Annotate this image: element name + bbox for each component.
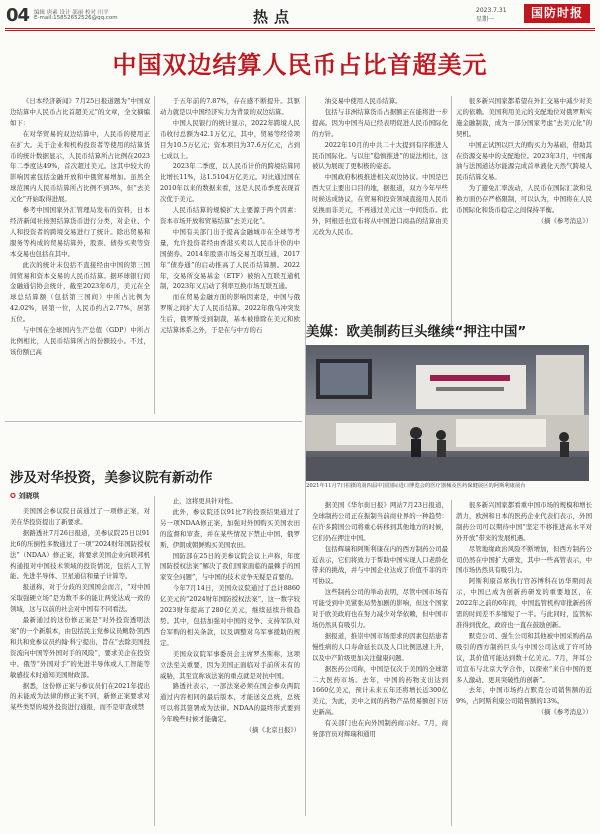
section-divider — [5, 421, 302, 422]
paragraph: 中国人民银行的统计显示，2022年跨境人民币收付总额为42.1万亿元，其中，贸易等经常项目为10.5万亿元；资本项目为37.6万亿元，占到七成以上。 — [160, 118, 300, 160]
newspaper-logo: 国防时报 — [524, 4, 590, 23]
article2-column-2 — [456, 500, 592, 826]
column-divider — [451, 500, 452, 826]
paragraph: 此外，参议院还以91比7的投票结果通过了另一项NDAA修正案，加强对外国购买美国农田的监督和审查，并在某些情况下禁止中国、俄罗斯、伊朗或朝鲜购买美国农田。 — [160, 507, 300, 549]
paragraph: 中国政府积极推进相关双边协议。中国是巴西大豆主要出口目的地，据报道，双方今年早些时候达成协议，在贸易和投资领域直接用人民币兑换而非美元，不再通过美元这一中间货币。此外，阿根廷也宣布将从中国进口商品的结算由美元改为人民币。 — [312, 173, 448, 236]
email-line: E-mail:15852652526@qq.com — [34, 15, 118, 21]
article3-title: 涉及对华投资，美参议院有新动作 — [10, 470, 213, 486]
article3-column-2 — [160, 496, 300, 826]
article1-column-3 — [312, 96, 448, 334]
issue-date — [476, 6, 507, 24]
paragraph: 有关部门也在向外国制药商示好。7月，商务部官员对辉瑞和通用 — [312, 719, 448, 739]
source-note: （摘《参考消息》） — [537, 216, 592, 225]
article1-column-1 — [10, 96, 150, 414]
article2-column-1 — [312, 500, 448, 826]
author-name: 刘晓琪 — [18, 492, 40, 500]
header-rule — [5, 28, 595, 29]
column-divider — [154, 496, 155, 826]
paragraph: 2023年二季度，以人民币计价的跨境结算同比增长11%，达1.5104万亿美元。对比通过国在2010年以来的数据来看，这是人民币季度表现首次优于美元。 — [160, 162, 300, 204]
date-text: 2023.7.31 — [476, 7, 507, 14]
expo-booth-photo-svg — [306, 345, 589, 481]
photo-story-title-text: 美媒：欧美制药巨头继续“押注中国” — [306, 324, 527, 340]
paragraph: 据医药公司称，中国是仅次于美国的全球第二大医药市场。去年，中国的药物支出达到1660亿美元，预计未来五年还将增长近300亿美元，为此，美中之间的药物产品贸易额创下历史新高。 — [312, 664, 448, 717]
paragraph: 美国国会参议院日前通过了一项修正案，对美在华投资提出了新要求。 — [10, 507, 150, 526]
paragraph: 中国正试图以巨大的购买力为基础，借助其在资源交易中的支配地位。2023年3月，中国海油与法国道达尔能源完成首单液化天然气跨境人民币结算交易。 — [456, 140, 592, 182]
paragraph: 与中国在全球国内生产总值（GDP）中所占比例相比，人民币结算所占的份额较小。不过，该份额已高 — [10, 326, 150, 356]
paragraph: 报道称，对于分歧的美国国会而言，“对中国采取强硬立场”是为数不多的能让两党达成一致的领域，这与以前的社会对中国有不同看法。 — [10, 583, 150, 614]
paragraph: 去年，中国市场约占默克公司销售额的近9%，占阿斯利康公司销售额的13%。 — [456, 686, 592, 706]
paragraph: 油交易中使用人民币结算。 — [324, 97, 402, 105]
byline — [10, 491, 39, 501]
paragraph: 止，这将更具针对性。 — [172, 497, 237, 505]
source-note: （摘《北京日报》） — [245, 726, 300, 735]
paragraph: 路透社表示，一部法案必须在国会参众两院通过内容相同的最后版本，才能送交总统，总统可以将其签署成为法律。NDAA的最终形式要到今年晚些时候才能确定。 — [160, 682, 300, 724]
paragraph: 参考中国国家外汇管理局发布的资料，日本经济新闻社按照结算货币进行分类，对企业、个人和投资者的跨境交易进行了统计。除出贸易和服务等构成的贸易结算外，股票、债券买卖等资本交易也包括在其中。 — [10, 206, 150, 258]
paragraph: 在对华贸易的双边结算中，人民币的使用正在扩大。关于企业和机构投资者等使用的结算货币的统计数据显示，人民币结算所占比例在2023年二季度达49%，首次超过美元。这其中较大的影响因素包括金融开放和中俄贸易增加。虽然全球范围内人民币结算所占比例不到3%，但“去美元化”开始取得进展。 — [10, 129, 150, 204]
paragraph: 最新通过的这份修正案是“对外投资透明法案”的一个新版本，由包括民主党参议员鲍勃·凯西和共和党参议员约翰·科宁提出，旨在“去除美国投资流向中国等外国对手的风险”，要求美企在投资中、俄等“外国对手”的先进半导体或人工智能等敏感技术时通知美国财政部。 — [10, 616, 150, 679]
paragraph: 2022年10月的中共二十大提到有序推进人民币国际化。与以往“稳慎推进”的说法相比，这被认为展现了更积极的姿态。 — [312, 140, 448, 171]
header-rule-thin — [5, 30, 595, 31]
photo-story-title — [306, 320, 526, 340]
paragraph: 默克公司、强生公司和其他被中国采购药品吸引的西方制药巨头与中国公司达成了许可协议，其价值可能达到数十亿美元。7月，拜耳公司宣布与北京大学合作，以探索“来自中国的更多人激动、更具突破性的创新”。 — [456, 631, 592, 684]
paragraph: 美国众议院军事委员会主席罗杰斯称，这项立法至关重要，因为美国正面临对手前所未有的威胁，其至宣称该法案的重点就是对抗中国。 — [160, 649, 300, 680]
column-divider — [154, 96, 155, 414]
paragraph: 为了避免汇率波动，人民币在国际汇款和兑换方面仍存严格限制，可以认为，中国将在人民币国际化和货币稳定之间保持平衡。 — [456, 184, 592, 215]
paragraph: 国防部在25日的美参议院会议上声称，年度国防授权法案“解决了我们国家面临的最棘手的国家安全问题”，与中国的技术竞争无疑是首要的。 — [160, 551, 300, 582]
main-headline: 中国双边结算人民币占比首超美元 — [112, 51, 488, 79]
paragraph: 人民币结算的规模扩大主要源于两个因素：资本市场开放和贸易结算“去美元化”。 — [160, 206, 300, 225]
paragraph: 据悉，这份修正案与参议员们在2021年提出的未能成为法律的修正案不同，新修正案要求对某些类型的境外投资进行通报，而不是审查或禁 — [10, 681, 150, 712]
column-divider — [451, 96, 452, 334]
page-header — [0, 0, 600, 28]
paragraph: 于五年前的7.87%，存在感不断提升。其驱动力就是以中国经济实力为背景的双边结算。 — [160, 97, 300, 116]
article3-column-1 — [10, 506, 150, 826]
paragraph: 包括辉瑞和阿斯利康在内的西方制药公司最近表示，它们将致力于帮助中国实现人口老龄化带来的挑战，并与中国企业达成了价值不菲的许可协议。 — [312, 544, 448, 586]
paragraph: 很多新兴国家都看重中国市场的规模和增长潜力，欧洲和日本的医药企业代表们表示，外国制药公司可以期待中国“坚定不移推进高水平对外开放”带来的发展机遇。 — [456, 501, 592, 542]
paragraph: 此次的统计未包括不直接经由中国的第三国间贸易和资本交易的人民币结算。据环球银行间金融通信协会统计，截至2023年6月，美元在全球总结算额（包括第三国间）中所占比例为42.02%，居第一位，人民币约占2.77%，居第五位。 — [10, 260, 150, 324]
star-icon: ✪ — [10, 492, 16, 500]
paragraph: 据报道，推崇中国市场需求的因素包括患者慢性病的人口寿命延长以及人口比例迅速上升，以及中产阶级更加关注健康问题。 — [312, 631, 448, 662]
paragraph: 包括与非洲结算货币占据额正在能将进一步提高。因为中国当局已经表明促进人民币国际化的方针。 — [312, 107, 448, 138]
paragraph: 阿斯利康首席执行官苏博科在访华期间表示，中国已成为创新药研发的重要地区，在2022年之前的6年间，中国监管机构审批新药所需的时间差不多缩短了一半。与此同时，监管标准得到优化，政府也一直在鼓励创新。 — [456, 577, 592, 629]
page-number: 04 — [6, 5, 30, 26]
editors-line: 编辑 唐素 设计 邵丽 校对 川平 — [34, 10, 109, 16]
paragraph: 今年7月14日，美国众议院通过了总计8860亿美元的“2024财年国防授权法案”，这一数字较2023财年提高了280亿美元，继续延续升级趋势。其中，包括加强对中国的竞争、支持军队对台军购的相关条款，以及调整对乌军事援助的规定。 — [160, 584, 300, 647]
article1-column-4 — [456, 96, 592, 334]
paragraph: 而在贸易金融方面的影响因素是，中国与俄罗斯之间扩大了人民币结算。2022年俄乌冲突发生后，俄罗斯受到制裁，基本被排除在美元和欧元结算体系之外，于是在与中方的石 — [160, 293, 300, 335]
source-note: （摘《参考消息》） — [537, 708, 592, 717]
paragraph: 尽管地缘政治风险不断增加，但西方制药公司仍然在中国扩大研发，其中一些高管表示，中国市场仍然具有吸引力。 — [456, 544, 592, 575]
weekday-text: 星期一 — [476, 16, 495, 23]
paragraph: 据美国《华尔街日报》网站7月23日报道，全球制药公司正在振制当前商业界的一种趋势：在许多跨国公司将重心转移到其他地方的时候，它们仍在押注中国。 — [312, 501, 448, 542]
paragraph: 这些制药公司的举动表明，尽管中国市场有可能受到中美紧张局势加剧的影响，但这个国家对于欧美政府也在努力减少对华依赖，但中国市场仍然具有吸引力。 — [312, 588, 448, 629]
expo-booth-photo — [306, 345, 589, 481]
paragraph: 《日本经济新闻》7月25日报道题为“中国双边结算中人民币占比首超美元”的文章，全文摘编如下： — [10, 97, 150, 127]
section-title: 热点 — [253, 8, 296, 26]
paragraph: 中国有关部门出于提高金融城市在全球等考量，允许投资者经由香港买卖以人民币计价的中国债券。2014年股票市场交易互联互通，2017年“债券通”的启动推高了人民币结算额。2022年，交易所交易基金（ETF）被纳入互联互通机制，2023年又启动了利率互换市场互联互通。 — [160, 227, 300, 291]
paragraph: 很多新兴国家都希望在外汇交易中减少对美元的依赖。美国利用美元的支配地位对俄罗斯实施金融制裁，成为一部分国家考虑“去美元化”的契机。 — [456, 97, 592, 138]
article1-column-2 — [160, 96, 300, 414]
paragraph: 据路透社7月26日报道，美参议院25日以91比6的压倒性多数通过了一项“2024财年国防授权法”（NDAA）修正案，将要求美国企业向联邦机构通报对中国技术领域的投资情况，包括人工智能、先进半导体、卫星通信和量子计算等。 — [10, 528, 150, 581]
photo-caption: 2021年11月7日拍摄的第四届中国国际进口博览会的医疗器械及医药保健展区的阿斯利康展台 — [306, 483, 526, 489]
